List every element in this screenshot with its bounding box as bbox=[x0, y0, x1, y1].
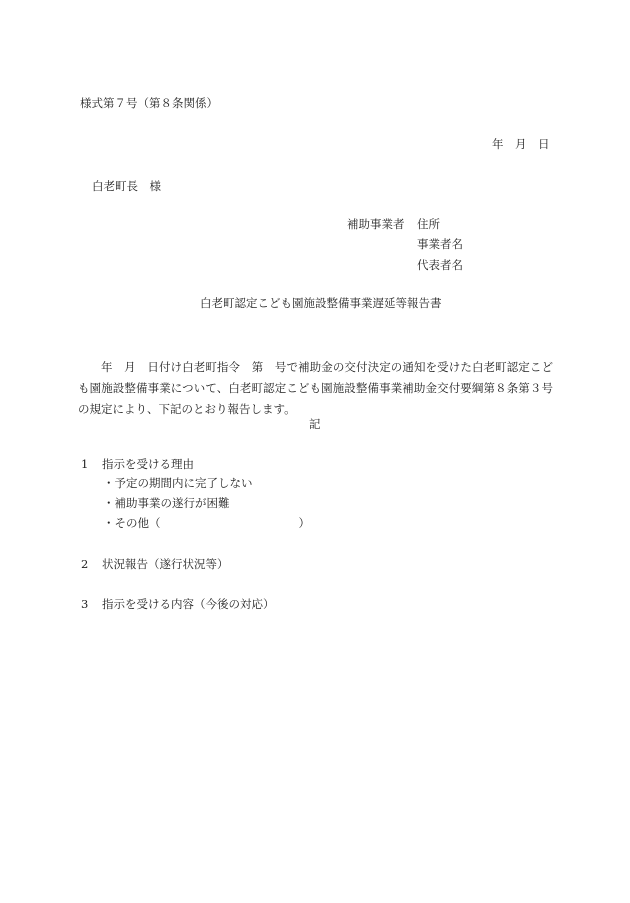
section-1-title: 指示を受ける理由 bbox=[102, 457, 194, 471]
section-2-title: 状況報告（遂行状況等） bbox=[102, 557, 229, 571]
section-2-number: 2 bbox=[81, 557, 89, 571]
reason-item: ・予定の期間内に完了しない bbox=[103, 476, 253, 490]
reason-item: ・その他（ ） bbox=[103, 516, 310, 530]
representative-label: 代表者名 bbox=[417, 258, 463, 272]
form-number: 様式第７号（第８条関係） bbox=[80, 96, 218, 110]
body-paragraph: 年 月 日付け白老町指令 第 号で補助金の交付決定の通知を受けた白老町認定こども園施設整備事業について、白老町認定こども園施設整備事業補助金交付要綱第８条第３号の規定により、下記のとおり報告します。 bbox=[78, 360, 553, 416]
section-1-number: 1 bbox=[81, 457, 89, 471]
section-3-title: 指示を受ける内容（今後の対応） bbox=[102, 597, 275, 611]
address-label: 住所 bbox=[417, 217, 440, 231]
section-3-number: 3 bbox=[81, 597, 89, 611]
date-line: 年 月 日 bbox=[492, 137, 550, 151]
addressee: 白老町長 様 bbox=[92, 179, 161, 193]
reason-item: ・補助事業の遂行が困難 bbox=[103, 496, 230, 510]
applicant-role: 補助事業者 bbox=[347, 217, 405, 231]
business-name-label: 事業者名 bbox=[417, 237, 463, 251]
document-title: 白老町認定こども園施設整備事業遅延等報告書 bbox=[200, 296, 442, 310]
ki-marker: 記 bbox=[309, 417, 321, 431]
